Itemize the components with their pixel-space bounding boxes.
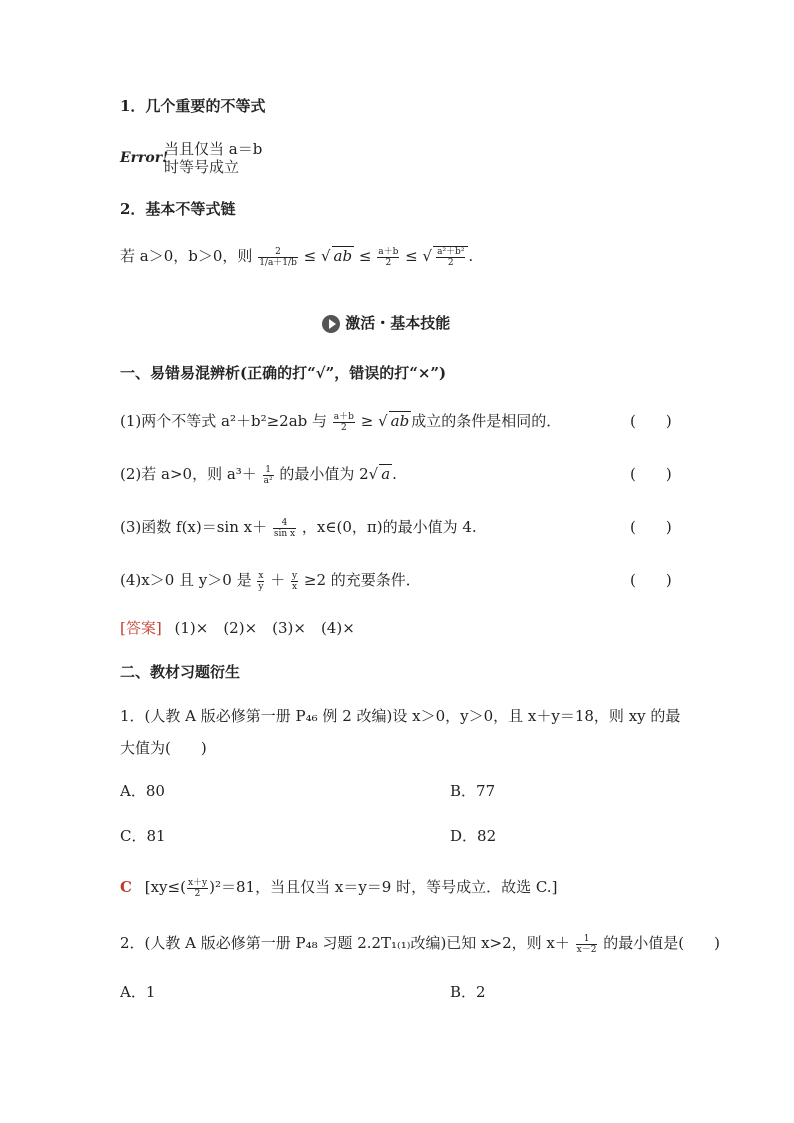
answer-blank-1[interactable]: ( ) bbox=[630, 412, 672, 430]
item-1: (1)两个不等式 a²＋b²≥2ab 与 $\frac{a+b}{2}$ ≥ √ ab 成立的条件是相同的． bbox=[120, 411, 562, 433]
item-4: (4)x＞0 且 y＞0 是 $\frac{x}{y}$ ＋ $\frac{y}{x}$ ≥2 的充要条件． bbox=[120, 570, 421, 592]
q1-option-c[interactable]: C．81 bbox=[120, 827, 166, 845]
q1-solution-letter: C bbox=[120, 878, 132, 896]
q1-option-a[interactable]: A．80 bbox=[120, 782, 165, 800]
heading-inequality-chain: 2．基本不等式链 bbox=[120, 200, 236, 218]
error-label: Error! bbox=[120, 150, 169, 166]
chain-prefix: 若 a＞0，b＞0，则 bbox=[120, 247, 253, 265]
q1-line2: 大值为( ) bbox=[120, 739, 207, 757]
answer-blank-2[interactable]: ( ) bbox=[630, 465, 672, 483]
answer-text: (1)× (2)× (3)× (4)× bbox=[174, 619, 355, 637]
q1-option-b[interactable]: B．77 bbox=[450, 782, 496, 800]
ineq-2: ≤ bbox=[358, 247, 372, 265]
section-title: 激活・基本技能 bbox=[322, 313, 450, 333]
q1-line1: 1．(人教 A 版必修第一册 P₄₆ 例 2 改编)设 x＞0，y＞0，且 x＋y＝18，则 xy 的最 bbox=[120, 707, 681, 725]
q2-text: 2．(人教 A 版必修第一册 P₄₈ 习题 2.2T₁₍₁₎改编)已知 x>2，则 x＋ $\frac{1}{x-2}$ 的最小值是( ) bbox=[120, 933, 720, 955]
equality-condition-line1: 当且仅当 a＝b bbox=[164, 140, 263, 158]
q2-option-b[interactable]: B．2 bbox=[450, 983, 486, 1001]
harmonic-mean: $\frac{2}{1/a+1/b}$ bbox=[259, 246, 297, 268]
part2-heading: 二、教材习题衍生 bbox=[120, 663, 241, 681]
answer-row bbox=[120, 618, 355, 638]
play-icon bbox=[322, 315, 340, 333]
heading-important-inequalities: 1．几个重要的不等式 bbox=[120, 97, 266, 115]
equality-condition-line2: 时等号成立 bbox=[164, 158, 240, 176]
item-3: (3)函数 f(x)＝sin x＋ $\frac{4}{\text{sin x}}$ ，x∈(0，π)的最小值为 4. bbox=[120, 517, 477, 539]
q1-solution: C [xy≤( $\frac{x+y}{2}$ )²＝81，当且仅当 x＝y＝9 时，等号成立．故选 C.] bbox=[120, 877, 558, 899]
ineq-1: ≤ bbox=[303, 247, 317, 265]
inequality-chain: 若 a＞0，b＞0，则 $\frac{2}{1/a+1/b}$ ≤ √ ab ≤ $\frac{a+b}{2}$ ≤ √ $\frac{\text{a²＋b²}}{2}$ . bbox=[120, 246, 474, 268]
item-2: (2)若 a>0，则 a³＋ $\frac{1}{\text{a²}}$ 的最小值为 2√ a . bbox=[120, 464, 397, 486]
answer-label: [答案] bbox=[120, 619, 162, 637]
part1-heading: 一、易错易混辨析(正确的打“√”，错误的打“×”) bbox=[120, 364, 447, 382]
q2-option-a[interactable]: A．1 bbox=[120, 983, 156, 1001]
ineq-3: ≤ bbox=[405, 247, 418, 265]
answer-blank-3[interactable]: ( ) bbox=[630, 518, 672, 536]
answer-blank-4[interactable]: ( ) bbox=[630, 571, 672, 589]
q1-option-d[interactable]: D．82 bbox=[450, 827, 497, 845]
